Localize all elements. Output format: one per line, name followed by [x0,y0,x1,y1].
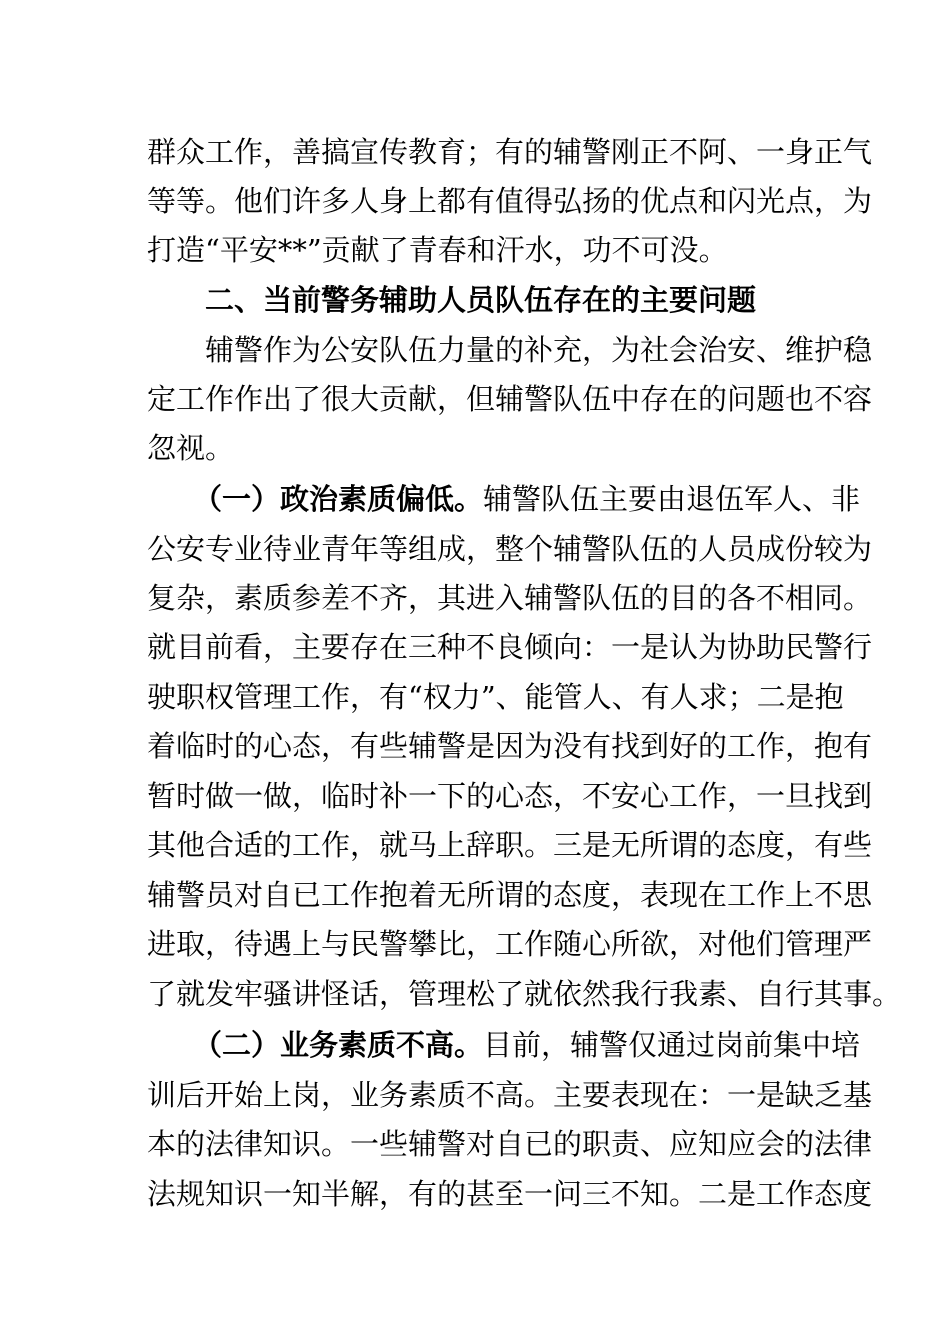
para2-line-2: 定工作作出了很大贡献，但辅警队伍中存在的问题也不容 [147,382,873,416]
section1-line-4: 就目前看，主要存在三种不良倾向：一是认为协助民警行 [147,630,873,664]
para2-line-3: 忽视。 [147,431,235,465]
section1-line-6: 着临时的心态，有些辅警是因为没有找到好的工作，抱有 [147,729,873,763]
section2-line-3: 本的法律知识。一些辅警对自已的职责、应知应会的法律 [147,1127,873,1161]
section2-line-2: 训后开始上岗，业务素质不高。主要表现在：一是缺乏基 [147,1078,873,1112]
section1-line-7: 暂时做一做，临时补一下的心态，不安心工作，一旦找到 [147,779,873,813]
section1-line-5: 驶职权管理工作，有“权力”、能管人、有人求；二是抱 [147,680,844,714]
para1-line-1: 群众工作，善搞宣传教育；有的辅警刚正不阿、一身正气 [147,135,873,169]
para2-line-1: 辅警作为公安队伍力量的补充，为社会治安、维护稳 [205,333,873,367]
section2-title: （二）业务素质不高。 [193,1028,484,1062]
section1-line-9: 辅警员对自已工作抱着无所谓的态度，表现在工作上不思 [147,878,873,912]
section1-line-3: 复杂，素质参差不齐，其进入辅警队伍的目的各不相同。 [147,581,873,615]
section-heading-2: 二、当前警务辅助人员队伍存在的主要问题 [205,283,757,317]
para1-line-3: 打造“平安**”贡献了青春和汗水，功不可没。 [147,233,728,267]
section1-title: （一）政治素质偏低。 [193,482,484,516]
section2-first-line [193,1020,861,1070]
section1-first-line-text: 辅警队伍主要由退伍军人、非 [483,482,861,516]
section1-line-10: 进取，待遇上与民警攀比，工作随心所欲，对他们管理严 [147,927,873,961]
section1-line-8: 其他合适的工作，就马上辞职。三是无所谓的态度，有些 [147,828,873,862]
para1-line-2: 等等。他们许多人身上都有值得弘扬的优点和闪光点，为 [147,184,873,218]
section2-line-4: 法规知识一知半解，有的甚至一问三不知。二是工作态度 [147,1177,873,1211]
section1-first-line [193,474,861,524]
section2-first-line-text: 目前，辅警仅通过岗前集中培 [483,1028,861,1062]
section1-line-11: 了就发牢骚讲怪话，管理松了就依然我行我素、自行其事。 [147,977,902,1011]
section1-line-2: 公安专业待业青年等组成，整个辅警队伍的人员成份较为 [147,532,873,566]
